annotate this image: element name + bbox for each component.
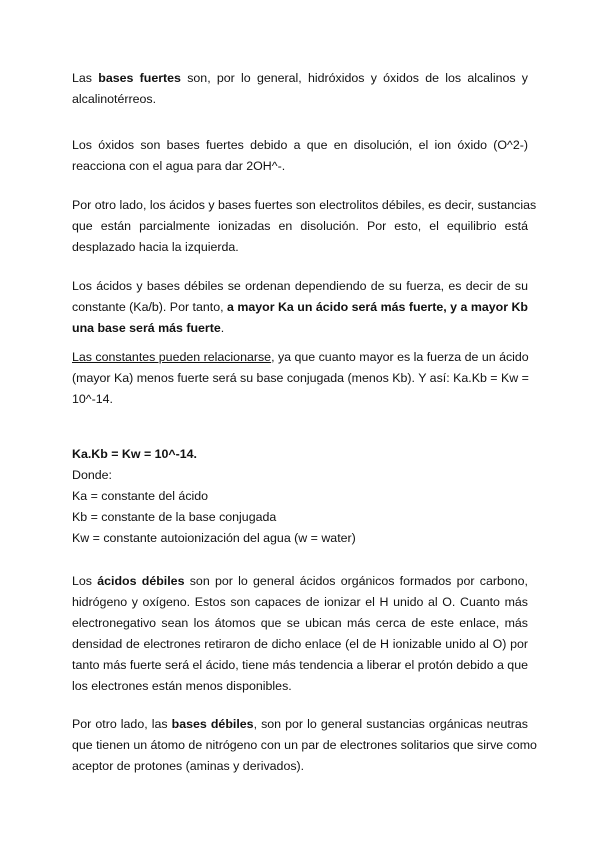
line: reacciona con el agua para dar 2OH^-.: [72, 159, 286, 173]
line: que están parcialmente ionizadas en disolución. Por esto, el equilibrio está: [72, 219, 528, 233]
line: [72, 714, 528, 735]
bold-statement: una base será más fuerte: [72, 321, 221, 335]
line: [72, 571, 528, 592]
line: los electrones están menos disponibles.: [72, 679, 292, 693]
line: Los óxidos son bases fuertes debido a que en disolución, el ion óxido (O^2-): [72, 138, 528, 152]
text: son por lo general ácidos orgánicos formados por carbono,: [189, 574, 528, 588]
text: Las: [72, 71, 92, 85]
line: Los ácidos y bases débiles se ordenan dependiendo de su fuerza, es decir de su: [72, 279, 528, 293]
paragraph-acidos-debiles: [72, 571, 528, 697]
line: 10^-14.: [72, 392, 113, 406]
bold-statement: a mayor Ka un ácido será más fuerte, y a mayor Kb: [227, 300, 528, 314]
line: [72, 347, 528, 368]
underlined-phrase: Las constantes pueden relacionarse: [72, 350, 272, 364]
paragraph-bases-debiles: [72, 714, 537, 777]
text: Por otro lado, las: [72, 717, 168, 731]
line: Donde:: [72, 468, 112, 482]
bold-term: bases fuertes: [98, 71, 181, 85]
text: , ya que cuanto mayor es la fuerza de un ácido: [271, 350, 529, 364]
line: que tienen un átomo de nitrógeno con un par de electrones solitarios que sirve como: [72, 738, 537, 752]
line: aceptor de protones (aminas y derivados).: [72, 759, 305, 773]
formula: Ka.Kb = Kw = 10^-14.: [72, 447, 197, 461]
paragraph-constantes: [72, 347, 528, 410]
paragraph-electrolitos: [72, 195, 537, 258]
line: hidrógeno y oxígeno. Estos son capaces de ionizar el H unido al O. Cuanto más: [72, 595, 528, 609]
line: [72, 297, 528, 318]
line: [72, 68, 528, 89]
bold-term: ácidos débiles: [97, 574, 185, 588]
paragraph-ka-kb: [72, 276, 528, 339]
line: (mayor Ka) menos fuerte será su base conjugada (menos Kb). Y así: Ka.Kb = Kw =: [72, 371, 529, 385]
line: electronegativo sean los átomos que se ubican más cerca de este enlace, más: [72, 616, 528, 630]
text: , son por lo general sustancias orgánicas neutras: [253, 717, 528, 731]
definition-kb: Kb = constante de la base conjugada: [72, 510, 277, 524]
paragraph-bases-fuertes: [72, 68, 528, 110]
line: tanto más fuerte será el ácido, tiene más tendencia a liberar el protón debido a que: [72, 658, 528, 672]
line: alcalinotérreos.: [72, 92, 157, 106]
definition-kw: Kw = constante autoionización del agua (w = water): [72, 531, 356, 545]
definition-ka: Ka = constante del ácido: [72, 489, 209, 503]
paragraph-formula: [72, 444, 528, 549]
text: son, por lo general, hidróxidos y óxidos de los alcalinos y: [187, 71, 528, 85]
text: .: [220, 321, 225, 335]
line: densidad de electrones retiraron de dicho enlace (el de H ionizable unido al O) por: [72, 637, 528, 651]
text: constante (Ka/b). Por tanto,: [72, 300, 224, 314]
bold-term: bases débiles: [171, 717, 254, 731]
paragraph-oxidos: [72, 135, 528, 177]
line: Por otro lado, los ácidos y bases fuertes son electrolitos débiles, es decir, sustancias: [72, 198, 537, 212]
text: Los: [72, 574, 92, 588]
line: desplazado hacia la izquierda.: [72, 240, 239, 254]
line: [72, 318, 528, 339]
